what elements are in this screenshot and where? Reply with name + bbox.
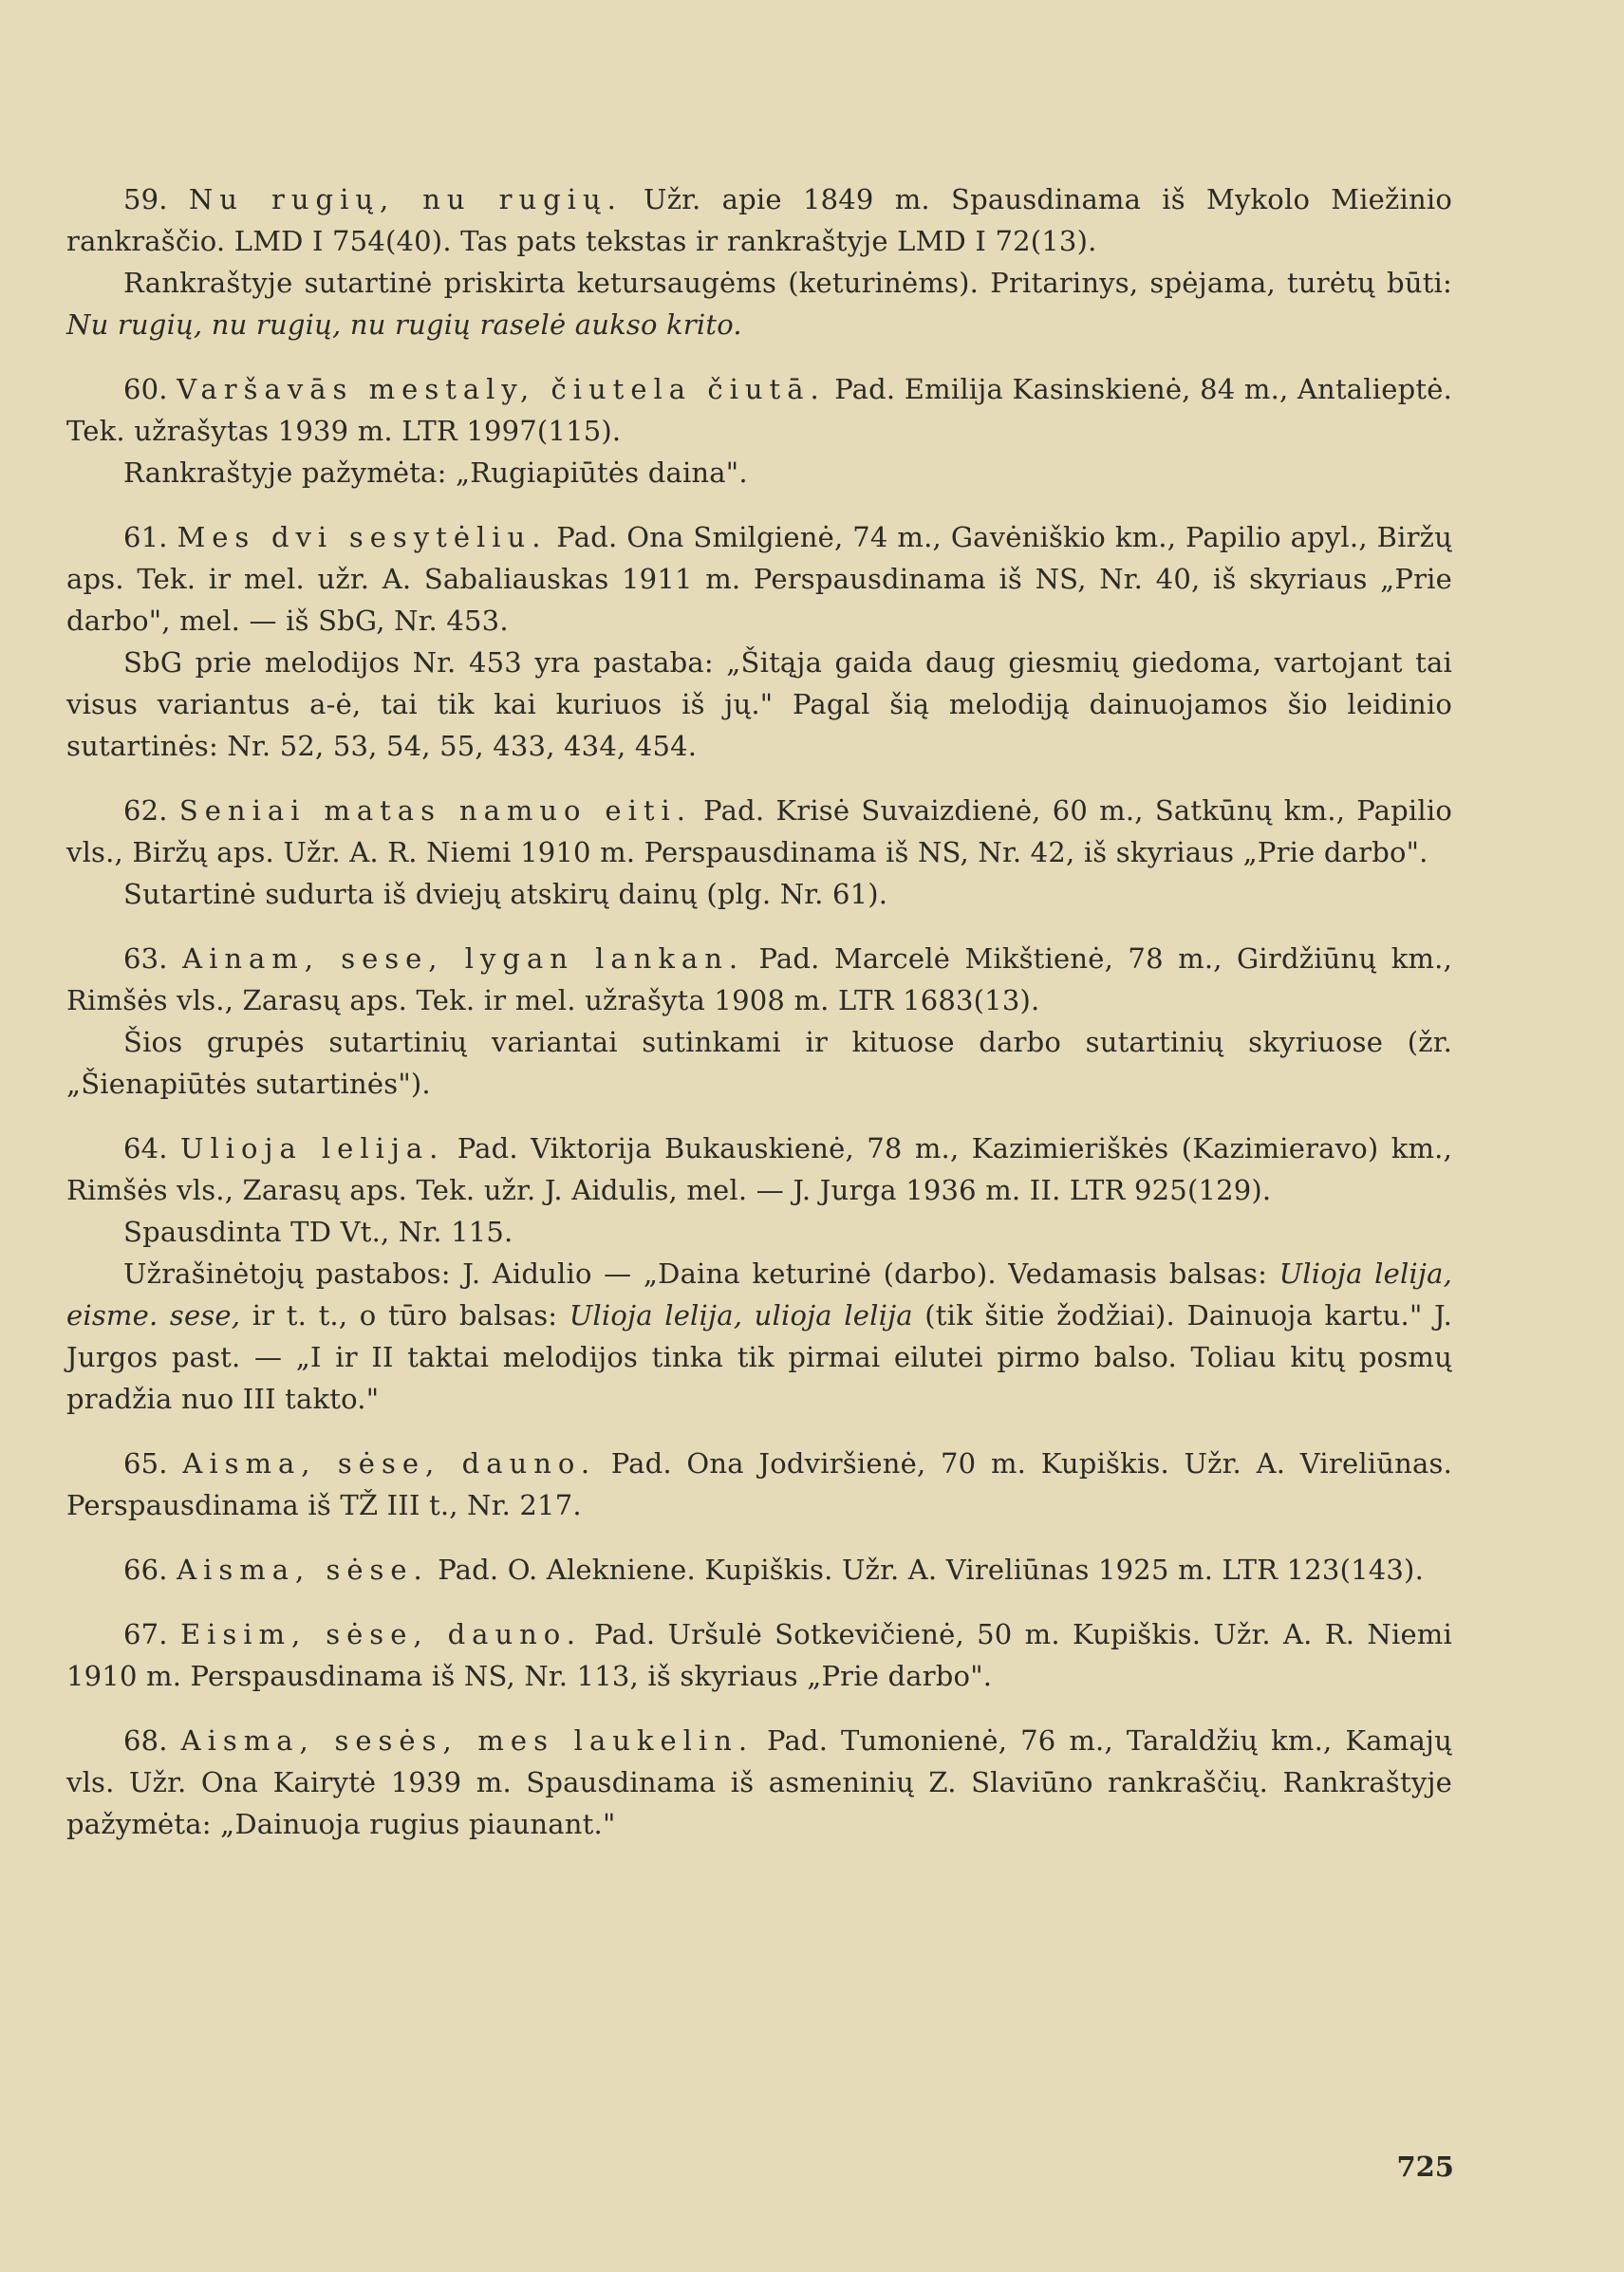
italic-quote: Ulioja lelija, ulioja lelija [569, 1299, 913, 1332]
text-run: 67. [123, 1618, 180, 1650]
note-paragraph [66, 452, 1452, 494]
text-run: Pad. Krisė Suvaizdienė, 60 m., Satkūnų km., Papilio vls., Biržų aps. Užr. A. R. Niemi 1910 m. Perspausdinama iš NS, Nr. 42, iš skyriaus „Prie darbo". [66, 794, 1452, 868]
text-run: Pad. Ona Smilgienė, 74 m., Gavėniškio km., Papilio apyl., Biržų aps. Tek. ir mel. užr. A. Sabaliauskas 1911 m. Perspausdinama iš NS, Nr. 40, iš skyriaus „Prie darbo", mel. — iš SbG, Nr. 453. [66, 521, 1453, 637]
text-run: 68. [123, 1724, 181, 1757]
text-run: 59. [123, 183, 189, 215]
note-entry [66, 1720, 1452, 1845]
song-title: Eisim, sėse, dauno. [179, 1618, 582, 1650]
note-paragraph [66, 1211, 1452, 1253]
text-run: Užrašinėtojų pastabos: J. Aidulio — „Daina keturinė (darbo). Vedamasis balsas: [123, 1257, 1279, 1290]
note-entry [66, 516, 1452, 767]
italic-quote: Ulioja lelija, eisme. sese, [66, 1257, 1452, 1332]
text-run: 61. [123, 521, 177, 553]
note-heading-paragraph [66, 178, 1452, 262]
text-run: SbG prie melodijos Nr. 453 yra pastaba: „Šitąja gaida daug giesmių giedoma, vartojant tai visus variantus a-ė, tai tik kai kuriuos iš jų." Pagal šią melodiją dainuojamos šio leidinio sutartinės: Nr. 52, 53, 54, 55, 433, 434, 454. [66, 646, 1452, 762]
note-heading-paragraph [66, 1613, 1452, 1697]
note-entry [66, 938, 1452, 1105]
note-entry [66, 1613, 1452, 1697]
text-run: 62. [123, 794, 179, 827]
note-entry [66, 1549, 1452, 1591]
text-run: Pad. O. Alekniene. Kupiškis. Užr. A. Vireliūnas 1925 m. LTR 123(143). [428, 1554, 1424, 1586]
text-run: 64. [123, 1132, 181, 1164]
note-entry [66, 1127, 1452, 1420]
note-heading-paragraph [66, 368, 1452, 452]
text-run: Pad. Ona Jodviršienė, 70 m. Kupiškis. Užr. A. Vireliūnas. Perspausdinama iš TŽ III t., Nr. 217. [66, 1447, 1453, 1521]
text-run: Pad. Uršulė Sotkevičienė, 50 m. Kupiškis. Užr. A. R. Niemi 1910 m. Perspausdinama iš NS, Nr. 113, iš skyriaus „Prie darbo". [66, 1618, 1452, 1692]
note-entry [66, 178, 1452, 345]
note-paragraph [66, 1021, 1452, 1105]
text-run: (tik šitie žodžiai). Dainuoja kartu." J. Jurgos past. — „I ir II taktai melodijos tinka tik pirmai eilutei pirmo balso. Toliau kitų posmų pradžia nuo III takto." [66, 1299, 1452, 1415]
commentary-text [66, 178, 1452, 1868]
italic-quote: Nu rugių, nu rugių, nu rugių raselė aukso krito. [66, 308, 742, 341]
text-run: Pad. Tumonienė, 76 m., Taraldžių km., Kamajų vls. Užr. Ona Kairytė 1939 m. Spausdinama iš asmeninių Z. Slaviūno rankraščių. Rankraštyje pažymėta: „Dainuoja rugius piaunant." [66, 1724, 1452, 1840]
text-run: Pad. Viktorija Bukauskienė, 78 m., Kazimieriškės (Kazimieravo) km., Rimšės vls., Zarasų aps. Tek. užr. J. Aidulis, mel. — J. Jurga 1936 m. II. LTR 925(129). [66, 1132, 1453, 1206]
text-run: Pad. Emilija Kasinskienė, 84 m., Antalieptė. Tek. užrašytas 1939 m. LTR 1997(115). [66, 373, 1452, 447]
song-title: Mes dvi sesytėliu. [177, 521, 548, 553]
song-title: Aisma, sėse, dauno. [182, 1447, 597, 1480]
note-heading-paragraph [66, 516, 1452, 642]
note-paragraph [66, 1253, 1452, 1420]
song-title: Ulioja lelija. [180, 1132, 445, 1164]
song-title: Aisma, sesės, mes laukelin. [180, 1724, 755, 1757]
song-title: Nu rugių, nu rugių. [188, 183, 623, 215]
song-title: Ainam, sese, lygan lankan. [182, 942, 745, 975]
note-entry [66, 1443, 1452, 1526]
note-heading-paragraph [66, 938, 1452, 1021]
note-entry [66, 790, 1452, 915]
text-run: Rankraštyje sutartinė priskirta ketursaugėms (keturinėms). Pritarinys, spėjama, turėtų būti: [123, 267, 1452, 299]
text-run: Pad. Marcelė Mikštienė, 78 m., Girdžiūnų km., Rimšės vls., Zarasų aps. Tek. ir mel. užrašyta 1908 m. LTR 1683(13). [66, 942, 1452, 1016]
note-heading-paragraph [66, 1443, 1452, 1526]
text-run: Rankraštyje pažymėta: „Rugiapiūtės daina". [123, 456, 748, 489]
note-paragraph [66, 873, 1452, 915]
song-title: Aisma, sėse. [177, 1554, 429, 1586]
text-run: 66. [123, 1554, 177, 1586]
page-number: 725 [1396, 2151, 1454, 2183]
song-title: Varšavās mestaly, čiutela čiutā. [177, 373, 826, 405]
note-heading-paragraph [66, 1549, 1452, 1591]
note-paragraph [66, 262, 1452, 345]
text-run: 63. [123, 942, 183, 975]
note-entry [66, 368, 1452, 494]
text-run: Šios grupės sutartinių variantai sutinkami ir kituose darbo sutartinių skyriuose (žr. „Šienapiūtės sutartinės"). [66, 1026, 1452, 1100]
note-heading-paragraph [66, 790, 1452, 873]
text-run: ir t. t., o tūro balsas: [240, 1299, 569, 1332]
text-run: Sutartinė sudurta iš dviejų atskirų dainų (plg. Nr. 61). [123, 878, 888, 910]
note-heading-paragraph [66, 1127, 1452, 1211]
text-run: 60. [123, 373, 177, 405]
text-run: Spausdinta TD Vt., Nr. 115. [123, 1216, 513, 1248]
song-title: Seniai matas namuo eiti. [178, 794, 693, 827]
text-run: Užr. apie 1849 m. Spausdinama iš Mykolo Miežinio rankraščio. LMD I 754(40). Tas pats tekstas ir rankraštyje LMD I 72(13). [66, 183, 1452, 257]
text-run: 65. [123, 1447, 183, 1480]
note-paragraph [66, 642, 1452, 767]
note-heading-paragraph [66, 1720, 1452, 1845]
